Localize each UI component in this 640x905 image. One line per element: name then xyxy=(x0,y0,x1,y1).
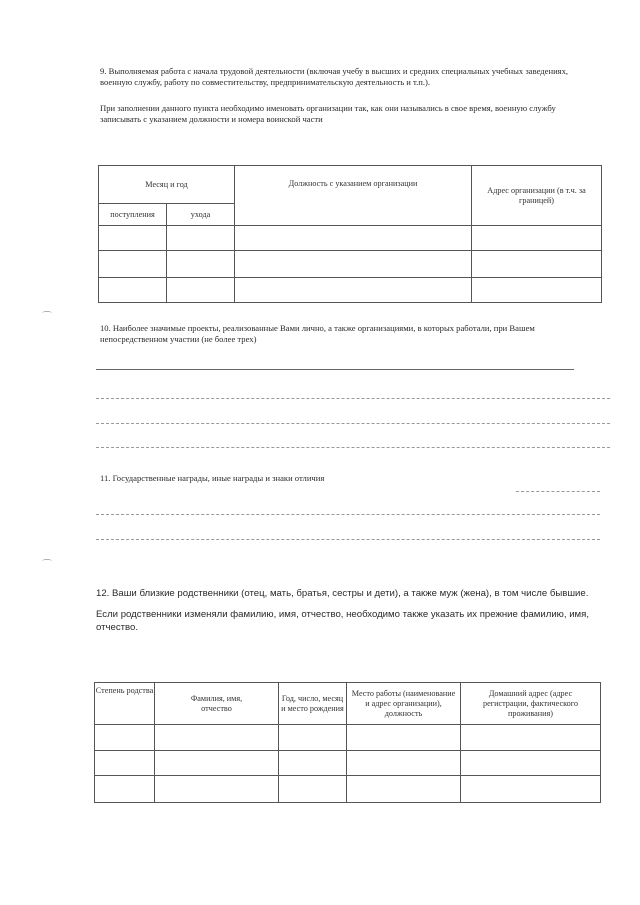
table-cell[interactable] xyxy=(279,776,347,803)
table-row xyxy=(95,776,601,803)
header-month-year: Месяц и год xyxy=(99,166,235,204)
table-cell[interactable] xyxy=(155,725,279,751)
section-12-note: Если родственники изменяли фамилию, имя, отчество, необходимо также указать их прежние фамилию, имя, отчество. xyxy=(96,609,590,633)
table-cell[interactable] xyxy=(99,226,167,251)
table-cell[interactable] xyxy=(472,226,602,251)
table-cell[interactable] xyxy=(347,776,461,803)
table-row xyxy=(95,725,601,751)
header-entry: поступления xyxy=(99,204,167,226)
header-home-address: Домашний адрес (адрес регистрации, фактического проживания) xyxy=(461,683,601,725)
work-history-table xyxy=(98,165,602,303)
header-exit: ухода xyxy=(167,204,235,226)
table-row xyxy=(99,226,602,251)
table-row xyxy=(95,751,601,776)
header-relation: Степень родства xyxy=(95,683,155,725)
table-cell[interactable] xyxy=(461,751,601,776)
table-cell[interactable] xyxy=(461,776,601,803)
section-10-title: 10. Наиболее значимые проекты, реализованные Вами лично, а также организациями, в которых работали, при Вашем непосредственном участии (не более трех) xyxy=(100,323,535,344)
table-cell[interactable] xyxy=(235,226,472,251)
scan-mark: ⌒ xyxy=(42,560,52,571)
table-cell[interactable] xyxy=(279,725,347,751)
answer-line[interactable] xyxy=(96,423,610,424)
answer-line[interactable] xyxy=(96,514,600,515)
table-cell[interactable] xyxy=(461,725,601,751)
table-cell[interactable] xyxy=(347,725,461,751)
relatives-table xyxy=(94,682,601,803)
table-cell[interactable] xyxy=(95,725,155,751)
answer-line[interactable] xyxy=(516,491,600,492)
table-cell[interactable] xyxy=(95,751,155,776)
table-cell[interactable] xyxy=(472,278,602,303)
table-cell[interactable] xyxy=(155,776,279,803)
table-cell[interactable] xyxy=(167,226,235,251)
table-cell[interactable] xyxy=(99,251,167,278)
table-cell[interactable] xyxy=(347,751,461,776)
answer-line[interactable] xyxy=(96,398,610,399)
header-address: Адрес организации (в т.ч. за границей) xyxy=(472,166,602,226)
answer-line[interactable] xyxy=(96,369,574,370)
table-cell[interactable] xyxy=(472,251,602,278)
table-cell[interactable] xyxy=(95,776,155,803)
section-9-note: При заполнении данного пункта необходимо именовать организации так, как они назывались в свое время, военную службу записывать с указанием должности и номера воинской части xyxy=(100,103,556,124)
table-cell[interactable] xyxy=(167,251,235,278)
section-9-title: 9. Выполняемая работа с начала трудовой деятельности (включая учебу в высших и средних специальных учебных заведениях, военную службу, работу по совместительству, предпринимательскую деятельность и т.п.). xyxy=(100,66,569,87)
scan-mark: ⌒ xyxy=(42,312,52,323)
answer-line[interactable] xyxy=(96,539,600,540)
table-cell[interactable] xyxy=(99,278,167,303)
table-cell[interactable] xyxy=(235,278,472,303)
table-cell[interactable] xyxy=(235,251,472,278)
section-12-title: 12. Ваши близкие родственники (отец, мать, братья, сестры и дети), а также муж (жена), в том числе бывшие. xyxy=(96,588,589,599)
table-cell[interactable] xyxy=(279,751,347,776)
header-full-name: Фамилия, имя, отчество xyxy=(155,683,279,725)
table-cell[interactable] xyxy=(155,751,279,776)
header-workplace: Место работы (наименование и адрес организации), должность xyxy=(347,683,461,725)
table-row xyxy=(99,278,602,303)
section-11-title: 11. Государственные награды, иные награды и знаки отличия xyxy=(100,473,325,483)
header-birth: Год, число, месяц и место рождения xyxy=(279,683,347,725)
answer-line[interactable] xyxy=(96,447,610,448)
table-cell[interactable] xyxy=(167,278,235,303)
table-row xyxy=(99,251,602,278)
header-position: Должность с указанием организации xyxy=(235,166,472,226)
